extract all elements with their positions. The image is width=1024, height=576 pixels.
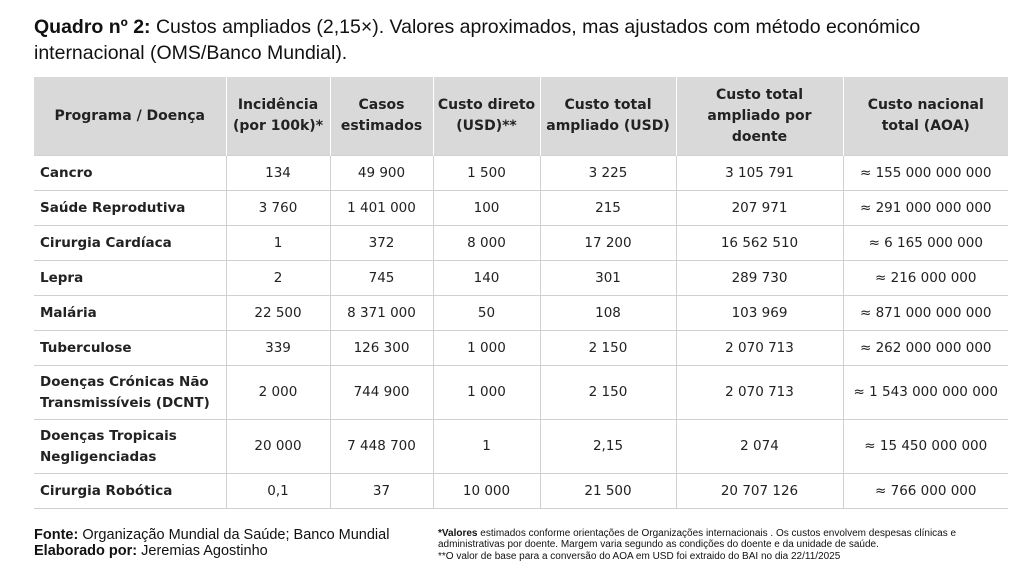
cell-program: Doenças Crónicas Não Transmissíveis (DCNT) xyxy=(34,366,226,420)
cell-total-cost: 215 xyxy=(540,191,676,226)
header-total-cost: Custo total ampliado (USD) xyxy=(540,77,676,156)
cell-direct-cost: 10 000 xyxy=(433,474,540,509)
cell-program: Saúde Reprodutiva xyxy=(34,191,226,226)
header-incidence: Incidência (por 100k)* xyxy=(226,77,330,156)
table-row xyxy=(34,156,1008,191)
footnote-values-text: estimados conforme orientações de Organizações internacionais . Os custos envolvem despesas clínicas e administrativas por doente. Margem varia segundo as condições do doente e da unidade de saúde. xyxy=(438,528,957,551)
cell-cases: 37 xyxy=(330,474,433,509)
cell-program: Malária xyxy=(34,296,226,331)
cell-national-cost: ≈ 1 543 000 000 000 xyxy=(843,366,1008,420)
cell-national-cost: ≈ 871 000 000 000 xyxy=(843,296,1008,331)
source-line xyxy=(34,527,389,543)
cell-program: Cancro xyxy=(34,156,226,191)
header-row xyxy=(34,77,1008,156)
author-label: Elaborado por: xyxy=(34,543,138,559)
cell-national-cost: ≈ 262 000 000 000 xyxy=(843,331,1008,366)
cell-cost-per-patient: 207 971 xyxy=(676,191,843,226)
cell-program: Cirurgia Cardíaca xyxy=(34,226,226,261)
cell-incidence: 1 xyxy=(226,226,330,261)
cell-cost-per-patient: 2 070 713 xyxy=(676,331,843,366)
table-row xyxy=(34,331,1008,366)
cell-incidence: 3 760 xyxy=(226,191,330,226)
cell-incidence: 2 000 xyxy=(226,366,330,420)
cell-direct-cost: 50 xyxy=(433,296,540,331)
cell-total-cost: 3 225 xyxy=(540,156,676,191)
table-row xyxy=(34,191,1008,226)
caption-label: Quadro nº 2: xyxy=(34,16,151,38)
cell-national-cost: ≈ 155 000 000 000 xyxy=(843,156,1008,191)
cell-direct-cost: 140 xyxy=(433,261,540,296)
cell-incidence: 0,1 xyxy=(226,474,330,509)
cell-cases: 372 xyxy=(330,226,433,261)
header-national-cost: Custo nacional total (AOA) xyxy=(843,77,1008,156)
cell-direct-cost: 1 500 xyxy=(433,156,540,191)
cell-cost-per-patient: 2 070 713 xyxy=(676,366,843,420)
cell-total-cost: 2 150 xyxy=(540,331,676,366)
table-row xyxy=(34,420,1008,474)
header-direct-cost: Custo direto (USD)** xyxy=(433,77,540,156)
cell-direct-cost: 100 xyxy=(433,191,540,226)
cell-total-cost: 21 500 xyxy=(540,474,676,509)
cell-total-cost: 17 200 xyxy=(540,226,676,261)
cell-direct-cost: 1 000 xyxy=(433,331,540,366)
header-cost-per-patient: Custo total ampliado por doente xyxy=(676,77,843,156)
footnote-values-label: *Valores xyxy=(438,528,478,539)
author-text: Jeremias Agostinho xyxy=(141,543,268,559)
cell-cases: 745 xyxy=(330,261,433,296)
cell-program: Lepra xyxy=(34,261,226,296)
table-row xyxy=(34,474,1008,509)
cell-national-cost: ≈ 6 165 000 000 xyxy=(843,226,1008,261)
header-cases: Casos estimados xyxy=(330,77,433,156)
table-row xyxy=(34,366,1008,420)
cell-cases: 7 448 700 xyxy=(330,420,433,474)
cell-cases: 49 900 xyxy=(330,156,433,191)
table-row xyxy=(34,226,1008,261)
header-program: Programa / Doença xyxy=(34,77,226,156)
cell-national-cost: ≈ 216 000 000 xyxy=(843,261,1008,296)
cell-cases: 744 900 xyxy=(330,366,433,420)
cell-program: Doenças Tropicais Negligenciadas xyxy=(34,420,226,474)
source-text: Organização Mundial da Saúde; Banco Mundial xyxy=(82,527,390,543)
cell-national-cost: ≈ 291 000 000 000 xyxy=(843,191,1008,226)
cell-cost-per-patient: 103 969 xyxy=(676,296,843,331)
cell-national-cost: ≈ 766 000 000 xyxy=(843,474,1008,509)
cell-incidence: 134 xyxy=(226,156,330,191)
cell-direct-cost: 1 000 xyxy=(433,366,540,420)
cell-total-cost: 301 xyxy=(540,261,676,296)
cell-direct-cost: 1 xyxy=(433,420,540,474)
table-row xyxy=(34,261,1008,296)
cell-cost-per-patient: 3 105 791 xyxy=(676,156,843,191)
cost-table xyxy=(34,77,1008,509)
cell-cost-per-patient: 16 562 510 xyxy=(676,226,843,261)
source-label: Fonte: xyxy=(34,527,79,543)
cell-program: Cirurgia Robótica xyxy=(34,474,226,509)
cell-cases: 1 401 000 xyxy=(330,191,433,226)
footnote-values xyxy=(438,528,1010,551)
table-caption xyxy=(34,14,1004,66)
caption-text: Custos ampliados (2,15×). Valores aproximados, mas ajustados com método económico internacional (OMS/Banco Mundial). xyxy=(34,16,921,64)
footnote-conversion: **O valor de base para a conversão do AOA em USD foi extraido do BAI no dia 22/11/2025 xyxy=(438,550,841,562)
author-line xyxy=(34,543,389,559)
cell-national-cost: ≈ 15 450 000 000 xyxy=(843,420,1008,474)
cell-incidence: 22 500 xyxy=(226,296,330,331)
cell-program: Tuberculose xyxy=(34,331,226,366)
source-block xyxy=(34,527,389,559)
footnotes xyxy=(438,528,1010,562)
cell-cost-per-patient: 289 730 xyxy=(676,261,843,296)
cell-incidence: 339 xyxy=(226,331,330,366)
table-row xyxy=(34,296,1008,331)
cell-total-cost: 2 150 xyxy=(540,366,676,420)
cell-direct-cost: 8 000 xyxy=(433,226,540,261)
cell-cases: 8 371 000 xyxy=(330,296,433,331)
cell-incidence: 20 000 xyxy=(226,420,330,474)
cell-cost-per-patient: 2 074 xyxy=(676,420,843,474)
cell-total-cost: 2,15 xyxy=(540,420,676,474)
cell-total-cost: 108 xyxy=(540,296,676,331)
cell-incidence: 2 xyxy=(226,261,330,296)
cell-cost-per-patient: 20 707 126 xyxy=(676,474,843,509)
cell-cases: 126 300 xyxy=(330,331,433,366)
